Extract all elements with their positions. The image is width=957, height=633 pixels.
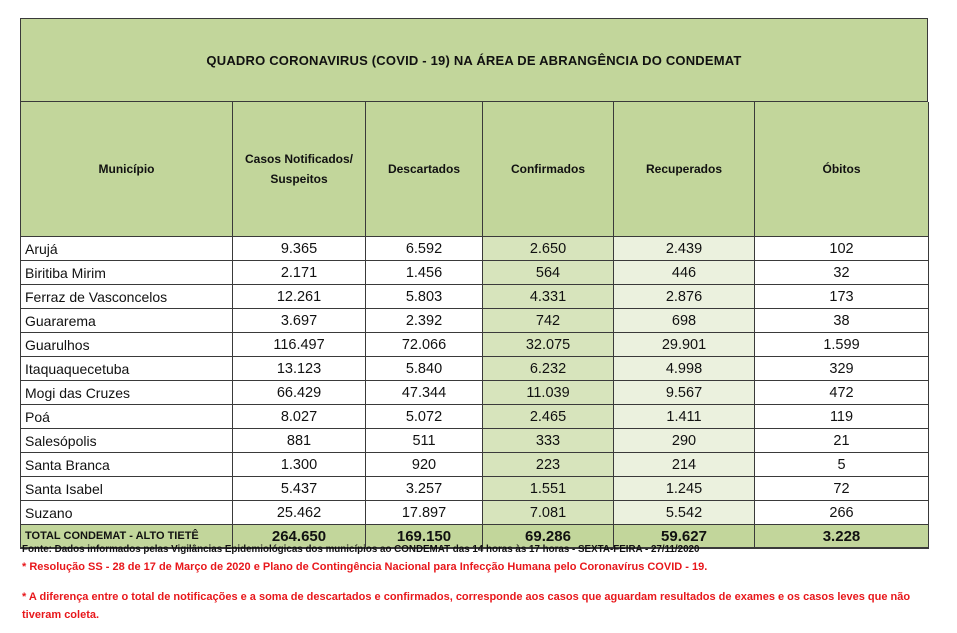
total-label: TOTAL CONDEMAT - ALTO TIETÊ (21, 525, 233, 549)
cell-notificados: 9.365 (233, 237, 366, 261)
total-recuperados: 59.627 (614, 525, 755, 549)
cell-obitos: 173 (755, 285, 929, 309)
cell-municipio: Santa Isabel (21, 477, 233, 501)
cell-municipio: Guararema (21, 309, 233, 333)
col-header-descartados: Descartados (366, 102, 483, 237)
footnotes (22, 544, 942, 624)
col-header-obitos: Óbitos (755, 102, 929, 237)
table-row (21, 357, 929, 381)
total-descartados: 169.150 (366, 525, 483, 549)
table-row (21, 429, 929, 453)
cell-obitos: 329 (755, 357, 929, 381)
cell-recuperados: 29.901 (614, 333, 755, 357)
cell-notificados: 13.123 (233, 357, 366, 381)
table-row (21, 285, 929, 309)
table-row (21, 261, 929, 285)
table-row (21, 477, 929, 501)
cell-notificados: 12.261 (233, 285, 366, 309)
total-notificados: 264.650 (233, 525, 366, 549)
cell-obitos: 266 (755, 501, 929, 525)
cell-confirmados: 2.465 (483, 405, 614, 429)
cell-descartados: 47.344 (366, 381, 483, 405)
cell-recuperados: 698 (614, 309, 755, 333)
cell-confirmados: 4.331 (483, 285, 614, 309)
cell-municipio: Salesópolis (21, 429, 233, 453)
cell-municipio: Biritiba Mirim (21, 261, 233, 285)
table-row (21, 381, 929, 405)
cell-municipio: Santa Branca (21, 453, 233, 477)
col-header-notificados: Casos Notificados/ Suspeitos (233, 102, 366, 237)
table-row (21, 453, 929, 477)
cell-obitos: 102 (755, 237, 929, 261)
cell-descartados: 511 (366, 429, 483, 453)
cell-descartados: 5.803 (366, 285, 483, 309)
cell-descartados: 17.897 (366, 501, 483, 525)
cell-municipio: Itaquaquecetuba (21, 357, 233, 381)
cell-recuperados: 2.876 (614, 285, 755, 309)
cell-confirmados: 333 (483, 429, 614, 453)
total-confirmados: 69.286 (483, 525, 614, 549)
cell-municipio: Ferraz de Vasconcelos (21, 285, 233, 309)
col-header-recuperados: Recuperados (614, 102, 755, 237)
table-row (21, 309, 929, 333)
col-header-confirmados: Confirmados (483, 102, 614, 237)
header-row (21, 102, 929, 237)
cell-notificados: 116.497 (233, 333, 366, 357)
cell-descartados: 72.066 (366, 333, 483, 357)
table-row (21, 237, 929, 261)
cell-recuperados: 5.542 (614, 501, 755, 525)
cell-notificados: 25.462 (233, 501, 366, 525)
cell-municipio: Mogi das Cruzes (21, 381, 233, 405)
table-row (21, 333, 929, 357)
cell-notificados: 3.697 (233, 309, 366, 333)
cell-recuperados: 1.411 (614, 405, 755, 429)
cell-notificados: 8.027 (233, 405, 366, 429)
cell-notificados: 1.300 (233, 453, 366, 477)
cell-recuperados: 446 (614, 261, 755, 285)
cell-obitos: 21 (755, 429, 929, 453)
cell-recuperados: 9.567 (614, 381, 755, 405)
table-row (21, 501, 929, 525)
cell-confirmados: 32.075 (483, 333, 614, 357)
cell-confirmados: 2.650 (483, 237, 614, 261)
cell-confirmados: 1.551 (483, 477, 614, 501)
resolution-note: * Resolução SS - 28 de 17 de Março de 2020 e Plano de Contingência Nacional para Infecção Humana pelo Coronavírus COVID - 19. (22, 561, 708, 573)
total-obitos: 3.228 (755, 525, 929, 549)
cell-obitos: 72 (755, 477, 929, 501)
cell-confirmados: 7.081 (483, 501, 614, 525)
cell-municipio: Guarulhos (21, 333, 233, 357)
cell-descartados: 6.592 (366, 237, 483, 261)
cell-descartados: 5.072 (366, 405, 483, 429)
cell-descartados: 3.257 (366, 477, 483, 501)
cell-confirmados: 742 (483, 309, 614, 333)
table-title: QUADRO CORONAVIRUS (COVID - 19) NA ÁREA DE ABRANGÊNCIA DO CONDEMAT (20, 18, 928, 102)
cell-notificados: 66.429 (233, 381, 366, 405)
cell-obitos: 5 (755, 453, 929, 477)
data-table (20, 102, 929, 549)
cell-confirmados: 11.039 (483, 381, 614, 405)
cell-municipio: Poá (21, 405, 233, 429)
col-header-municipio: Município (21, 102, 233, 237)
cell-municipio: Arujá (21, 237, 233, 261)
cell-recuperados: 214 (614, 453, 755, 477)
table-row (21, 405, 929, 429)
cell-descartados: 2.392 (366, 309, 483, 333)
cell-descartados: 1.456 (366, 261, 483, 285)
cell-notificados: 5.437 (233, 477, 366, 501)
cell-confirmados: 223 (483, 453, 614, 477)
cell-descartados: 920 (366, 453, 483, 477)
covid-summary-sheet (20, 18, 928, 549)
source-note: Fonte: Dados informados pelas Vigilâncias Epidemiológicas dos municípios ao CONDEMAT das 14 horas às 17 horas - SEXTA-FEIRA - 27/11/2020 (22, 544, 700, 555)
cell-obitos: 38 (755, 309, 929, 333)
cell-obitos: 32 (755, 261, 929, 285)
cell-confirmados: 6.232 (483, 357, 614, 381)
cell-notificados: 2.171 (233, 261, 366, 285)
cell-notificados: 881 (233, 429, 366, 453)
cell-descartados: 5.840 (366, 357, 483, 381)
cell-obitos: 472 (755, 381, 929, 405)
cell-obitos: 1.599 (755, 333, 929, 357)
difference-note: * A diferença entre o total de notificações e a soma de descartados e confirmados, corresponde aos casos que aguardam resultados de exames e os casos leves que não tiveram coleta. (22, 591, 911, 621)
cell-confirmados: 564 (483, 261, 614, 285)
cell-recuperados: 290 (614, 429, 755, 453)
cell-recuperados: 1.245 (614, 477, 755, 501)
cell-recuperados: 4.998 (614, 357, 755, 381)
cell-municipio: Suzano (21, 501, 233, 525)
cell-obitos: 119 (755, 405, 929, 429)
cell-recuperados: 2.439 (614, 237, 755, 261)
